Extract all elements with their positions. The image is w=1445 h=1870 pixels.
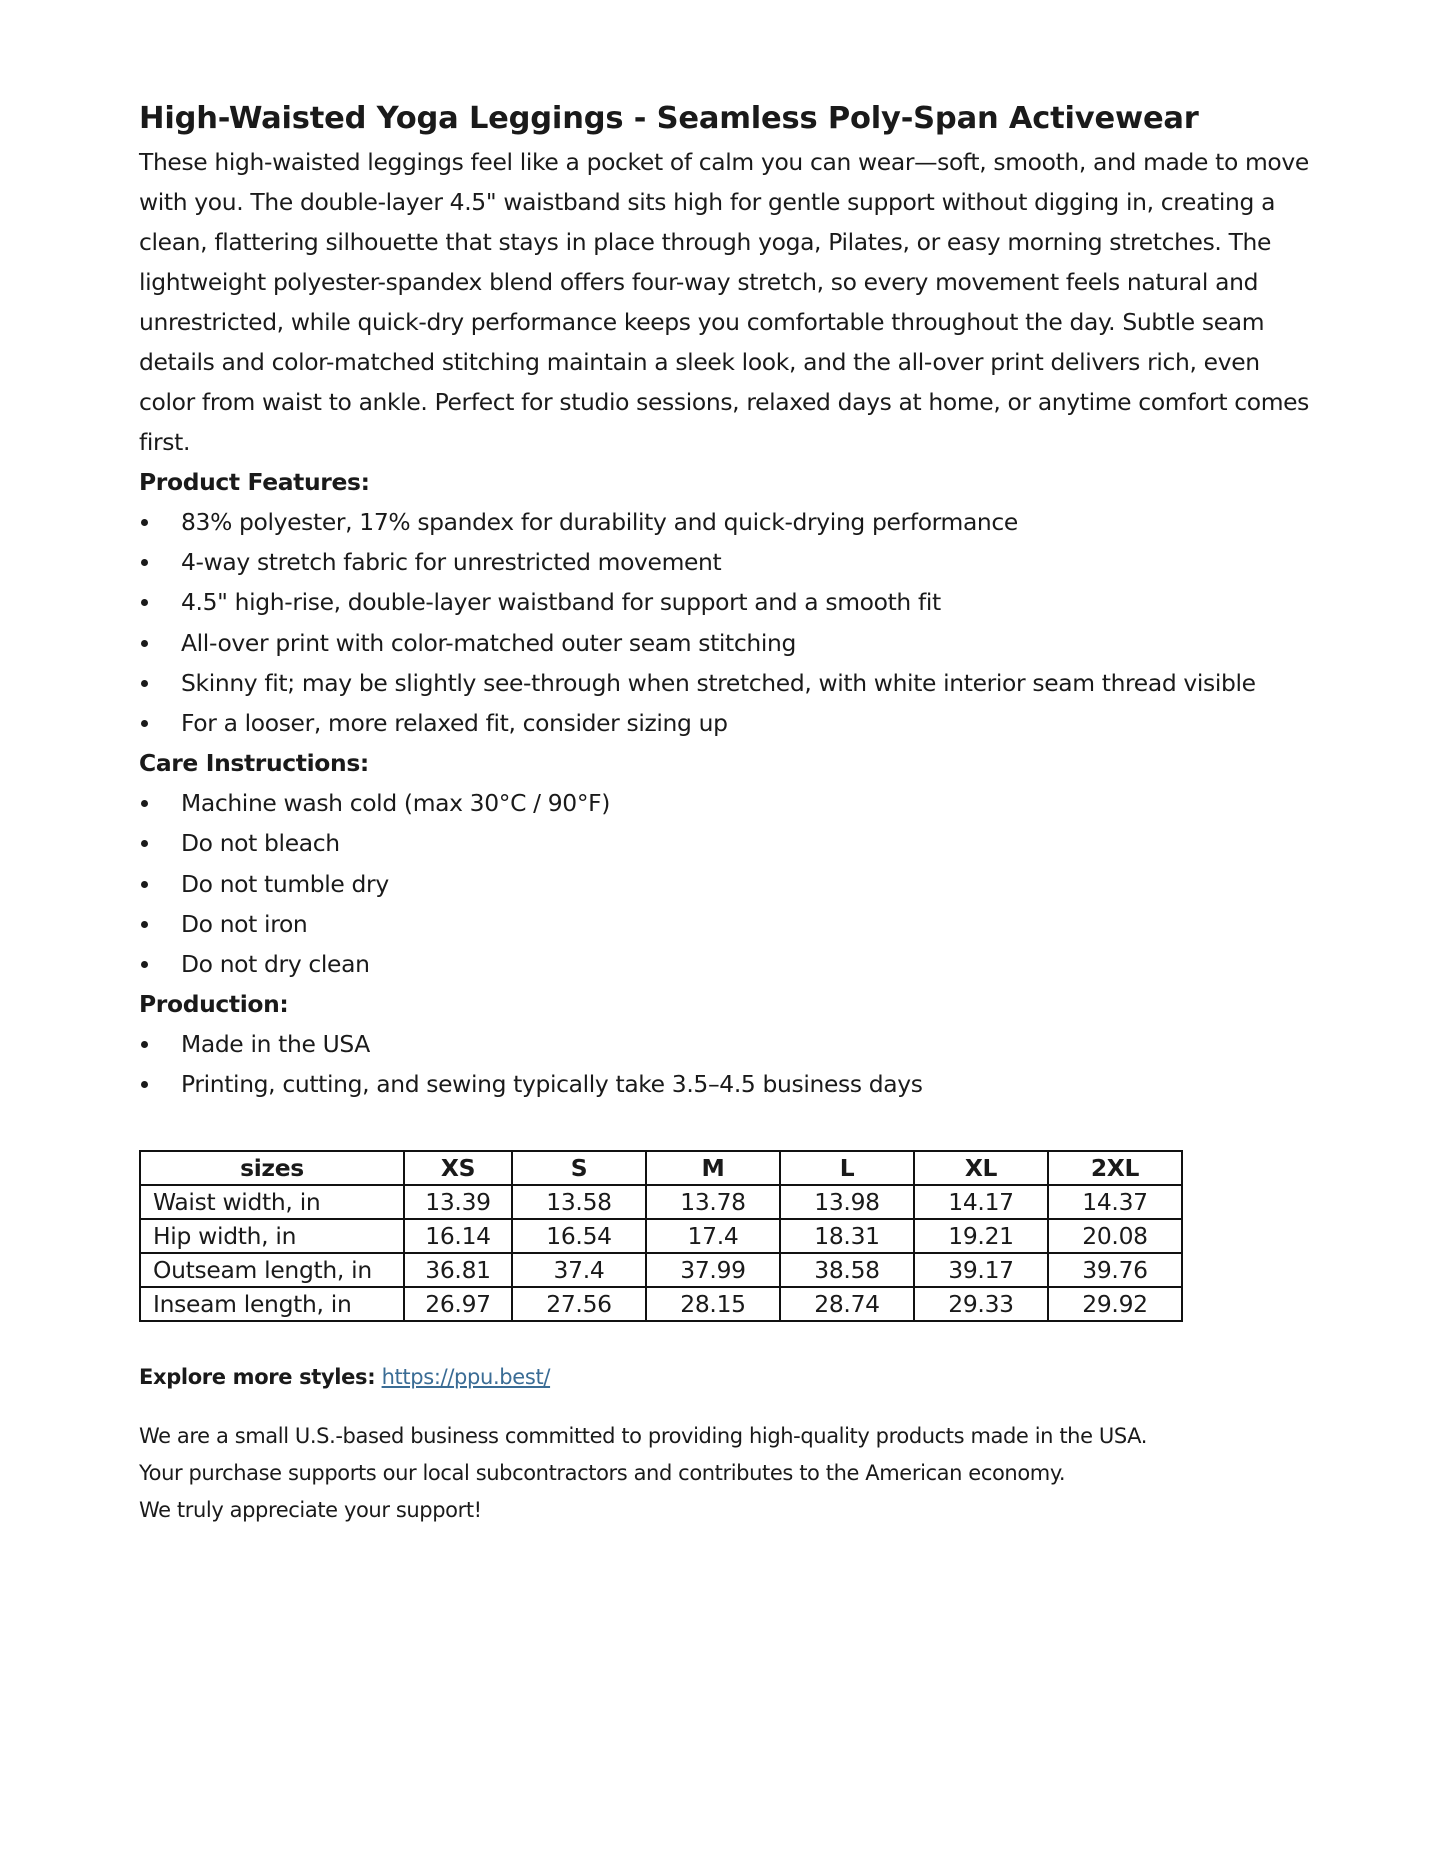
bullet-icon xyxy=(141,1081,148,1088)
table-cell: 19.21 xyxy=(914,1219,1048,1253)
list-item-text: Do not dry clean xyxy=(181,950,370,979)
table-header-cell: XS xyxy=(404,1151,512,1185)
product-description: These high-waisted leggings feel like a pocket of calm you can wear—soft, smooth, and made to move with you. The double-layer 4.5" waistband sits high for gentle support without digging in, creating a clean, flattering silhouette that stays in place through yoga, Pilates, or easy morning stretches. The lightweight polyester-spandex blend offers four-way stretch, so every movement feels natural and unrestricted, while quick-dry performance keeps you comfortable throughout the day. Subtle seam details and color-matched stitching maintain a sleek look, and the all-over print delivers rich, even color from waist to ankle. Perfect for studio sessions, relaxed days at home, or anytime comfort comes first. xyxy=(139,148,1310,456)
table-row-label: Waist width, in xyxy=(140,1185,404,1219)
size-chart-table xyxy=(139,1150,1183,1322)
table-cell: 37.99 xyxy=(646,1253,780,1287)
table-row xyxy=(140,1219,1182,1253)
table-cell: 28.74 xyxy=(780,1287,914,1321)
bullet-icon xyxy=(141,640,148,647)
table-cell: 39.17 xyxy=(914,1253,1048,1287)
bullet-icon xyxy=(141,961,148,968)
product-page xyxy=(139,96,1319,1529)
production-list xyxy=(139,1024,1319,1104)
list-item xyxy=(139,703,1319,743)
closing-line: We truly appreciate your support! xyxy=(139,1497,482,1522)
closing-line: Your purchase supports our local subcontractors and contributes to the American economy. xyxy=(139,1460,1066,1485)
table-cell: 36.81 xyxy=(404,1253,512,1287)
table-row xyxy=(140,1287,1182,1321)
closing-line: We are a small U.S.-based business committed to providing high-quality products made in the USA. xyxy=(139,1423,1148,1448)
table-header-cell: L xyxy=(780,1151,914,1185)
list-item-text: For a looser, more relaxed fit, consider sizing up xyxy=(181,709,728,738)
bullet-icon xyxy=(141,559,148,566)
list-item xyxy=(139,1024,1319,1064)
list-item xyxy=(139,823,1319,863)
features-heading: Product Features: xyxy=(139,468,370,496)
care-list xyxy=(139,783,1319,984)
list-item-text: All-over print with color-matched outer seam stitching xyxy=(181,628,796,657)
table-cell: 16.14 xyxy=(404,1219,512,1253)
table-cell: 26.97 xyxy=(404,1287,512,1321)
table-cell: 28.15 xyxy=(646,1287,780,1321)
table-cell: 13.39 xyxy=(404,1185,512,1219)
table-cell: 14.37 xyxy=(1048,1185,1182,1219)
table-cell: 13.78 xyxy=(646,1185,780,1219)
list-item-text: 83% polyester, 17% spandex for durability and quick-drying performance xyxy=(181,508,1018,536)
care-heading: Care Instructions: xyxy=(139,749,369,778)
list-item xyxy=(139,1064,1319,1104)
bullet-icon xyxy=(141,881,148,888)
table-header-cell: XL xyxy=(914,1151,1048,1185)
table-row xyxy=(140,1253,1182,1287)
list-item xyxy=(139,623,1319,663)
list-item xyxy=(139,944,1319,984)
table-header-cell: M xyxy=(646,1151,780,1185)
list-item xyxy=(139,542,1319,582)
list-item-text: Printing, cutting, and sewing typically take 3.5–4.5 business days xyxy=(181,1070,923,1099)
table-row-label: Outseam length, in xyxy=(140,1253,404,1287)
table-cell: 13.98 xyxy=(780,1185,914,1219)
production-heading: Production: xyxy=(139,990,289,1019)
list-item-text: Do not bleach xyxy=(181,829,340,858)
list-item-text: 4.5" high-rise, double-layer waistband for support and a smooth fit xyxy=(181,588,941,617)
bullet-icon xyxy=(141,720,148,727)
list-item xyxy=(139,783,1319,823)
table-row-label: Inseam length, in xyxy=(140,1287,404,1321)
features-list xyxy=(139,502,1319,743)
table-cell: 18.31 xyxy=(780,1219,914,1253)
bullet-icon xyxy=(141,800,148,807)
bullet-icon xyxy=(141,519,148,526)
list-item-text: Skinny fit; may be slightly see-through when stretched, with white interior seam thread visible xyxy=(181,668,1256,697)
bullet-icon xyxy=(141,680,148,687)
table-cell: 29.92 xyxy=(1048,1287,1182,1321)
list-item xyxy=(139,582,1319,622)
list-item-text: Do not tumble dry xyxy=(181,869,389,898)
table-header-row xyxy=(140,1151,1182,1185)
table-cell: 16.54 xyxy=(512,1219,646,1253)
list-item xyxy=(139,864,1319,904)
table-cell: 20.08 xyxy=(1048,1219,1182,1253)
table-cell: 29.33 xyxy=(914,1287,1048,1321)
store-link[interactable]: https://ppu.best/ xyxy=(381,1364,551,1389)
table-row-label: Hip width, in xyxy=(140,1219,404,1253)
bullet-icon xyxy=(141,840,148,847)
table-header-cell: sizes xyxy=(140,1151,404,1185)
table-row xyxy=(140,1185,1182,1219)
bullet-icon xyxy=(141,1041,148,1048)
explore-more-line xyxy=(139,1362,1319,1392)
table-cell: 38.58 xyxy=(780,1253,914,1287)
table-cell: 14.17 xyxy=(914,1185,1048,1219)
list-item-text: Machine wash cold (max 30°C / 90°F) xyxy=(181,789,611,818)
closing-message xyxy=(139,1418,1319,1529)
list-item-text: Do not iron xyxy=(181,909,308,938)
page-title: High-Waisted Yoga Leggings - Seamless Poly-Span Activewear xyxy=(139,101,1199,136)
list-item-text: 4-way stretch fabric for unrestricted movement xyxy=(181,548,722,577)
bullet-icon xyxy=(141,599,148,606)
table-cell: 37.4 xyxy=(512,1253,646,1287)
table-cell: 39.76 xyxy=(1048,1253,1182,1287)
list-item xyxy=(139,663,1319,703)
list-item xyxy=(139,502,1319,542)
bullet-icon xyxy=(141,921,148,928)
list-item xyxy=(139,904,1319,944)
table-cell: 13.58 xyxy=(512,1185,646,1219)
explore-label: Explore more styles: xyxy=(139,1364,376,1389)
list-item-text: Made in the USA xyxy=(181,1030,370,1059)
table-cell: 17.4 xyxy=(646,1219,780,1253)
table-header-cell: 2XL xyxy=(1048,1151,1182,1185)
table-cell: 27.56 xyxy=(512,1287,646,1321)
table-header-cell: S xyxy=(512,1151,646,1185)
